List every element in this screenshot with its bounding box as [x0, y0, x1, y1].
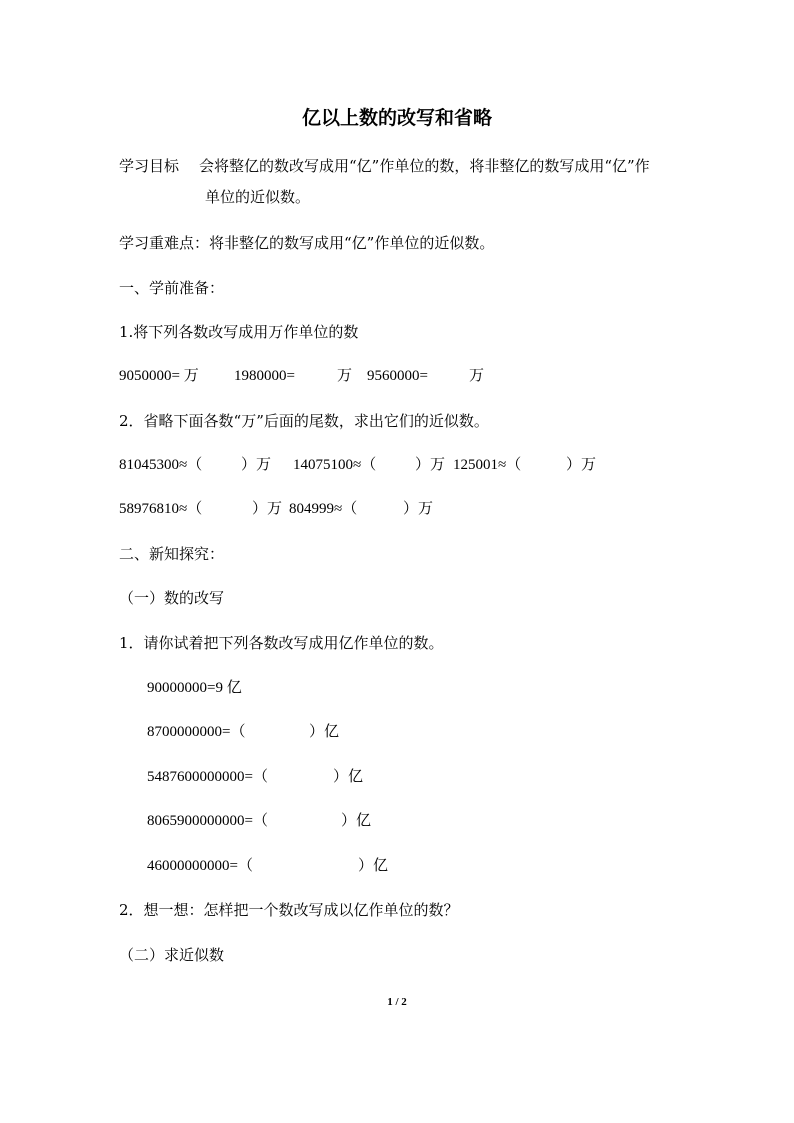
subsection-heading-1: （一）数的改写: [119, 589, 225, 607]
q1-item-3: 9560000=: [367, 368, 428, 384]
page-number: 1 / 2: [387, 996, 407, 1008]
task-1-item-5: [147, 856, 547, 876]
q1-unit-2: 万: [337, 368, 353, 384]
objective-line-2: 单位的近似数。: [205, 188, 311, 206]
task-1: 1．请你试着把下列各数改写成用亿作单位的数。: [119, 634, 444, 652]
question-1-items: [119, 366, 679, 386]
q2-r1-a-open: 81045300≈（: [119, 457, 203, 473]
task1-item4-right: ）亿: [341, 813, 372, 829]
q2-r1-c-open: 125001≈（: [453, 457, 522, 473]
task-1-item-3: [147, 767, 547, 787]
page-title: 亿以上数的改写和省略: [301, 107, 492, 129]
question-2-row-2: [119, 499, 679, 519]
q2-r2-b-open: 804999≈（: [289, 501, 358, 517]
objective-line-1: 会将整亿的数改写成用“亿”作单位的数，将非整亿的数写成用“亿”作: [199, 157, 650, 175]
q1-item-2: 1980000=: [234, 368, 295, 384]
q1-item-1: 9050000= 万: [119, 368, 199, 384]
task-2: 2．想一想：怎样把一个数改写成以亿作单位的数？: [119, 901, 459, 919]
q2-r1-a-close: ）万: [241, 457, 272, 473]
objective-label: 学习目标: [119, 157, 180, 175]
q2-r2-a-open: 58976810≈（: [119, 501, 203, 517]
task1-item4-left: 8065900000000=（: [147, 813, 268, 829]
q1-unit-3: 万: [469, 368, 485, 384]
task1-item5-right: ）亿: [358, 858, 389, 874]
question-2: 2．省略下面各数“万”后面的尾数，求出它们的近似数。: [119, 412, 489, 430]
section-heading-1: 一、学前准备：: [119, 279, 225, 297]
task-1-item-1: 90000000=9 亿: [147, 680, 242, 696]
task1-item5-left: 46000000000=（: [147, 858, 253, 874]
task1-item3-right: ）亿: [333, 769, 364, 785]
task1-item2-left: 8700000000=（: [147, 724, 246, 740]
q2-r2-a-close: ）万: [252, 501, 283, 517]
task1-item3-left: 5487600000000=（: [147, 769, 268, 785]
question-1: 1.将下列各数改写成用万作单位的数: [119, 323, 359, 341]
question-2-row-1: [119, 455, 679, 475]
task-1-item-4: [147, 811, 547, 831]
q2-r1-b-open: 14075100≈（: [293, 457, 377, 473]
key-points: 学习重难点：将非整亿的数写成用“亿”作单位的近似数。: [119, 234, 495, 252]
subsection-heading-2: （二）求近似数: [119, 946, 225, 964]
task1-item2-right: ）亿: [309, 724, 340, 740]
q2-r1-b-close: ）万: [415, 457, 446, 473]
q2-r1-c-close: ）万: [566, 457, 597, 473]
q2-r2-b-close: ）万: [403, 501, 434, 517]
section-heading-2: 二、新知探究：: [119, 545, 225, 563]
task-1-item-2: [147, 722, 547, 742]
